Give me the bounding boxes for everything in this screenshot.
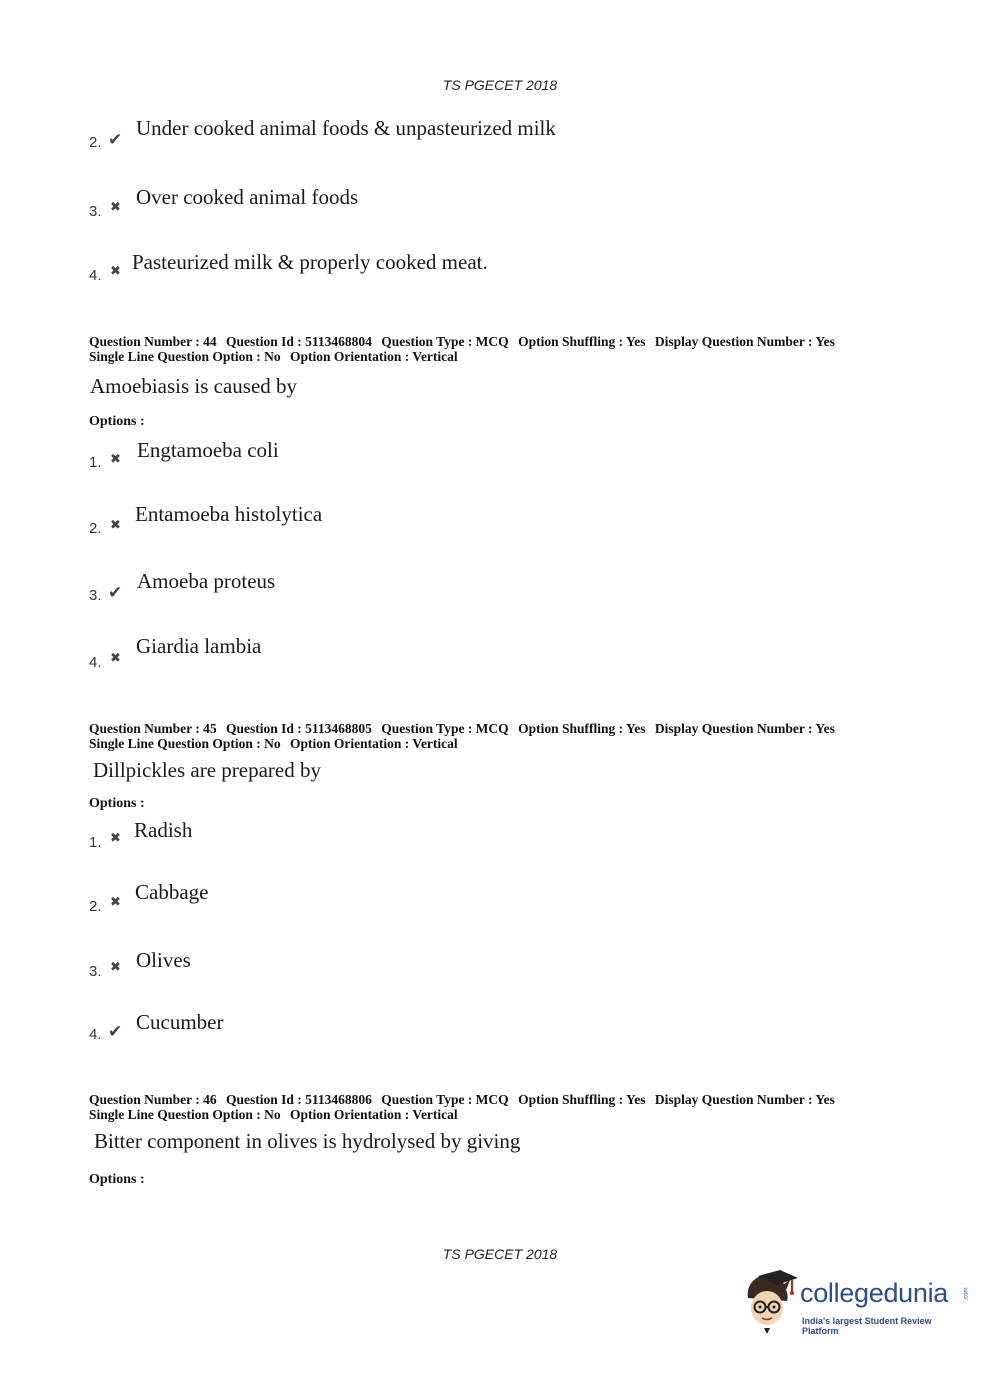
wrong-cross-icon: ✖: [110, 452, 121, 467]
page-header: TS PGECET 2018: [442, 77, 558, 93]
question-text: Bitter component in olives is hydrolysed by giving: [94, 1129, 521, 1153]
logo-domain-suffix: .com: [963, 1287, 970, 1301]
meta-field: Display Question Number : Yes: [654, 334, 835, 349]
logo-wordmark: collegedunia: [800, 1278, 949, 1308]
meta-field: Question Id : 5113468806: [226, 1092, 372, 1107]
option-number: 3.: [89, 203, 102, 220]
meta-field: Question Number : 46: [89, 1092, 217, 1107]
question-meta-line-1: [89, 721, 841, 736]
options-label: Options :: [89, 414, 145, 429]
correct-check-icon: ✔: [108, 130, 123, 150]
meta-field: Question Id : 5113468804: [226, 334, 372, 349]
wrong-cross-icon: ✖: [110, 264, 121, 279]
meta-field: Display Question Number : Yes: [654, 1092, 835, 1107]
option-text: Cabbage: [135, 880, 209, 904]
wrong-cross-icon: ✖: [110, 831, 121, 846]
wrong-cross-icon: ✖: [110, 895, 121, 910]
meta-field: Option Shuffling : Yes: [518, 334, 646, 349]
wrong-cross-icon: ✖: [110, 200, 121, 215]
options-label: Options :: [89, 1172, 145, 1187]
meta-field: Question Type : MCQ: [381, 1092, 509, 1107]
question-meta-line-2: [89, 349, 841, 364]
question-text: Dillpickles are prepared by: [93, 758, 321, 782]
option-number: 4.: [89, 1026, 102, 1043]
question-meta: [89, 721, 841, 751]
meta-field: Option Orientation : Vertical: [290, 736, 458, 751]
meta-field: Question Id : 5113468805: [226, 721, 372, 736]
option-text: Over cooked animal foods: [136, 185, 359, 209]
collegedunia-logo: [740, 1268, 970, 1338]
mascot-icon: [740, 1268, 802, 1336]
question-meta-line-1: [89, 334, 841, 349]
option-number: 1.: [89, 454, 102, 471]
question-meta-line-2: [89, 736, 841, 751]
option-number: 3.: [89, 963, 102, 980]
question-text: Amoebiasis is caused by: [90, 374, 298, 398]
meta-field: Option Shuffling : Yes: [518, 721, 646, 736]
logo-tagline: India's largest Student Review Platform: [802, 1316, 932, 1336]
correct-check-icon: ✔: [108, 583, 123, 603]
option-number: 2.: [89, 520, 102, 537]
meta-field: Option Orientation : Vertical: [290, 1107, 458, 1122]
option-number: 2.: [89, 134, 102, 151]
option-text: Radish: [134, 818, 193, 842]
option-text: Entamoeba histolytica: [135, 502, 323, 526]
option-text: Pasteurized milk & properly cooked meat.: [132, 250, 488, 274]
option-number: 1.: [89, 834, 102, 851]
meta-field: Question Number : 44: [89, 334, 217, 349]
option-text: Olives: [136, 948, 191, 972]
meta-field: Option Shuffling : Yes: [518, 1092, 646, 1107]
page-footer: TS PGECET 2018: [442, 1246, 558, 1262]
question-meta-line-1: [89, 1092, 841, 1107]
option-number: 3.: [89, 587, 102, 604]
option-text: Cucumber: [136, 1010, 224, 1034]
meta-field: Question Type : MCQ: [381, 721, 509, 736]
meta-field: Single Line Question Option : No: [89, 1107, 281, 1122]
meta-field: Question Type : MCQ: [381, 334, 509, 349]
question-meta-line-2: [89, 1107, 841, 1122]
meta-field: Display Question Number : Yes: [654, 721, 835, 736]
option-number: 4.: [89, 654, 102, 671]
wrong-cross-icon: ✖: [110, 651, 121, 666]
correct-check-icon: ✔: [108, 1022, 123, 1042]
option-number: 4.: [89, 267, 102, 284]
question-meta: [89, 1092, 841, 1122]
meta-field: Single Line Question Option : No: [89, 349, 281, 364]
option-text: Engtamoeba coli: [137, 438, 279, 462]
options-label: Options :: [89, 796, 145, 811]
meta-field: Question Number : 45: [89, 721, 217, 736]
option-number: 2.: [89, 898, 102, 915]
option-text: Amoeba proteus: [137, 569, 276, 593]
meta-field: Option Orientation : Vertical: [290, 349, 458, 364]
wrong-cross-icon: ✖: [110, 518, 121, 533]
wrong-cross-icon: ✖: [110, 960, 121, 975]
meta-field: Single Line Question Option : No: [89, 736, 281, 751]
question-meta: [89, 334, 841, 364]
option-text: Giardia lambia: [136, 634, 262, 658]
option-text: Under cooked animal foods & unpasteurized milk: [136, 116, 556, 140]
